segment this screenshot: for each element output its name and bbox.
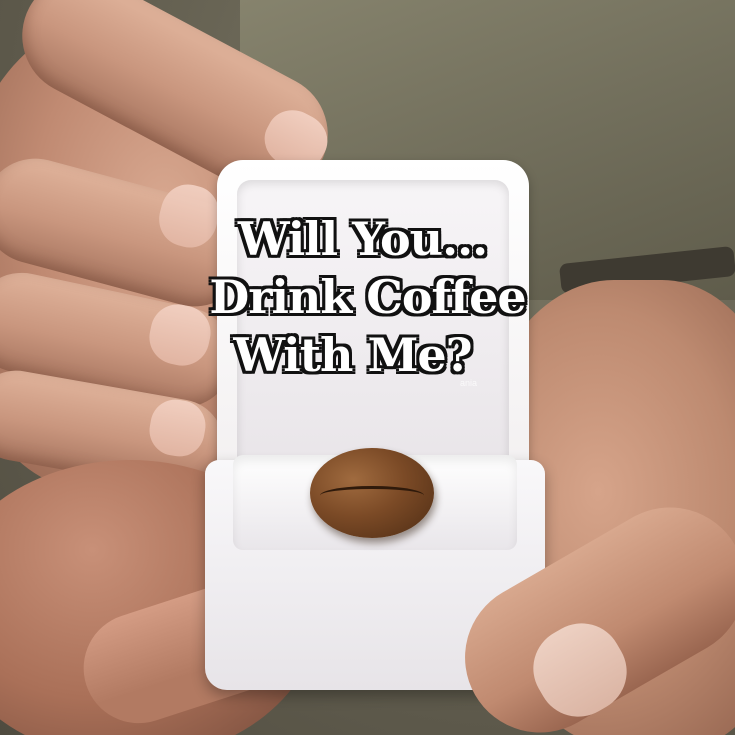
watermark-text: ania: [460, 378, 478, 388]
caption-line-1: Will You...: [237, 212, 488, 266]
caption-line-2: Drink Coffee: [209, 270, 526, 324]
meme-caption: [0, 210, 735, 384]
caption-line-3: With Me?: [233, 328, 472, 382]
coffee-bean-crease: [320, 486, 424, 505]
coffee-bean: [310, 448, 434, 538]
